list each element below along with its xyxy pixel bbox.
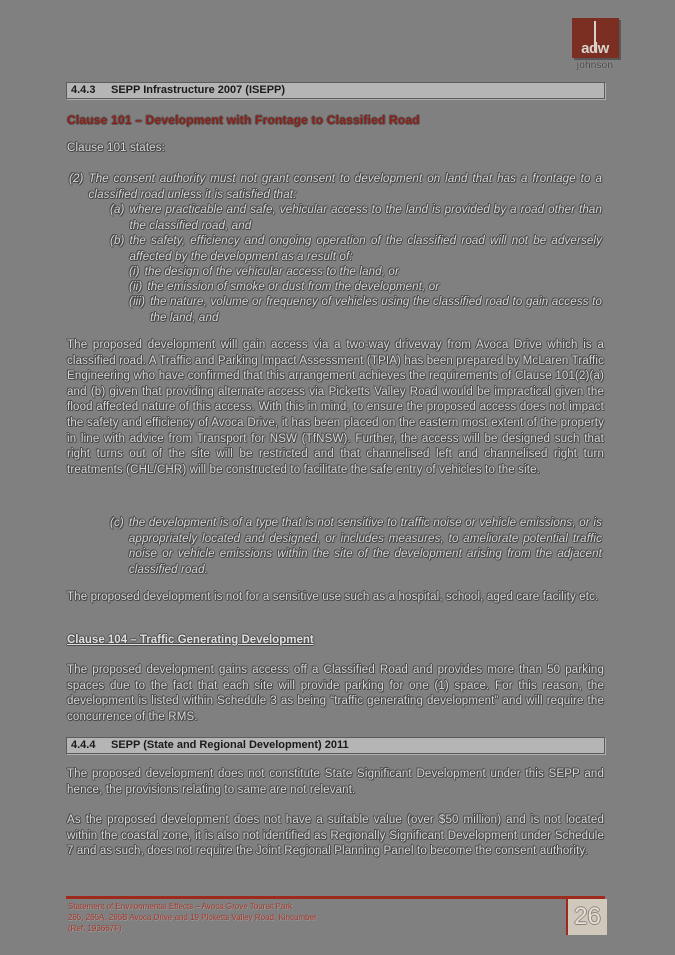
page-number: 26 xyxy=(566,899,607,935)
quote-marker-iii: (iii) xyxy=(129,296,146,308)
quote-text-2: The consent authority must not grant consent to development on land that has a frontage to a classified road unless it is satisfied that: xyxy=(88,173,602,201)
clause-101-response-paragraph: The proposed development will gain access via a two-way driveway from Avoca Drive which is a classified road. A Traffic and Parking Impact Assessment (TPIA) has been prepared by McLaren Traffic Engineering who have confirmed that this arrangement achieves the requirements of Clause 101(2)(a) and (b) given that providing alternate access via Picketts Valley Road would be impractical given the flood affected nature of this access. With this in mind, to ensure the proposed access does not impact the safety and efficiency of Avoca Drive, it has been placed on the eastern most extent of the property in line with advice from Transport for NSW (TfNSW). Further, the access will be designed such that right turns out of the site will be restricted and that channelised left and channelised right turn treatments (CHL/CHR) will be constructed to facilitate the safe entry of vehicles to the site. xyxy=(67,339,604,476)
section-444-paragraph-2: As the proposed development does not have a suitable value (over $50 million) and is not located within the coastal zone, it is also not identified as Regionally Significant Development under Schedule 7 and as such, does not require the Joint Regional Planning Panel to become the consent authority. xyxy=(67,814,604,858)
quote-text-b: the safety, efficiency and ongoing operation of the classified road will not be adversely affected by the development as a result of: xyxy=(129,235,602,263)
quote-text-iii: the nature, volume or frequency of vehicles using the classified road to gain access to the land, and xyxy=(150,296,602,324)
section-title-444: SEPP (State and Regional Development) 2011 xyxy=(111,739,349,751)
quote-item-2 xyxy=(69,172,602,203)
quote-marker-c: (c) xyxy=(110,517,124,529)
company-logo xyxy=(567,18,623,71)
clause-101-lead-in: Clause 101 states: xyxy=(67,142,165,154)
footer-line-2: 265, 265A, 265B Avoca Drive and 19 Picketts Valley Road, Kincumber xyxy=(68,913,317,922)
quote-item-i xyxy=(129,265,602,281)
footer-line-1: Statement of Environmental Effects – Avoca Grove Tourist Park xyxy=(68,902,293,911)
clause-104-paragraph: The proposed development gains access off a Classified Road and provides more than 50 parking spaces due to the fact that each site will provide parking for one (1) space. For this reason, the development is listed within Schedule 3 as being “traffic generating development” and will require the concurrence of the RMS. xyxy=(67,664,604,723)
clause-101-heading: Clause 101 – Development with Frontage to Classified Road xyxy=(67,113,420,127)
quote-text-c: the development is of a type that is not sensitive to traffic noise or vehicle emissions, or is appropriately located and designed, or includes measures, to ameliorate potential traffic noise or vehicle emissions within the site of the development arising from the adjacent classified road. xyxy=(128,517,602,576)
quote-item-c xyxy=(110,516,602,578)
section-heading-443 xyxy=(66,82,605,99)
section-number-444: 4.4.4 xyxy=(71,739,96,751)
logo-mark xyxy=(572,18,619,58)
quote-item-b xyxy=(110,234,602,265)
section-heading-444 xyxy=(66,737,605,754)
section-title-443: SEPP Infrastructure 2007 (ISEPP) xyxy=(111,84,286,96)
quote-marker-2: (2) xyxy=(69,173,84,185)
quote-marker-ii: (ii) xyxy=(129,281,143,293)
quote-text-ii: the emission of smoke or dust from the development, or xyxy=(147,281,440,293)
logo-wordmark: johnson xyxy=(576,60,614,71)
quote-item-a xyxy=(110,203,602,234)
quote-text-i: the design of the vehicular access to the land, or xyxy=(144,266,399,278)
quote-marker-a: (a) xyxy=(110,204,125,216)
section-444-paragraph-1: The proposed development does not constitute State Significant Development under this SEPP and hence, the provisions relating to same are not relevant. xyxy=(67,768,604,796)
logo-abbreviation: adw xyxy=(581,40,609,57)
footer-line-3: (Ref: 193667F) xyxy=(68,924,122,933)
footer-text xyxy=(68,901,538,934)
section-number-443: 4.4.3 xyxy=(71,84,96,96)
quote-marker-i: (i) xyxy=(129,266,140,278)
quote-marker-b: (b) xyxy=(110,235,125,247)
quote-item-iii xyxy=(129,295,602,326)
sensitive-use-paragraph: The proposed development is not for a sensitive use such as a hospital, school, aged care facility etc. xyxy=(67,591,599,603)
clause-104-heading: Clause 104 – Traffic Generating Development xyxy=(67,634,314,646)
quote-item-ii xyxy=(129,280,602,296)
footer-divider xyxy=(66,896,605,899)
quote-text-a: where practicable and safe, vehicular access to the land is provided by a road other than the classified road, and xyxy=(129,204,602,232)
